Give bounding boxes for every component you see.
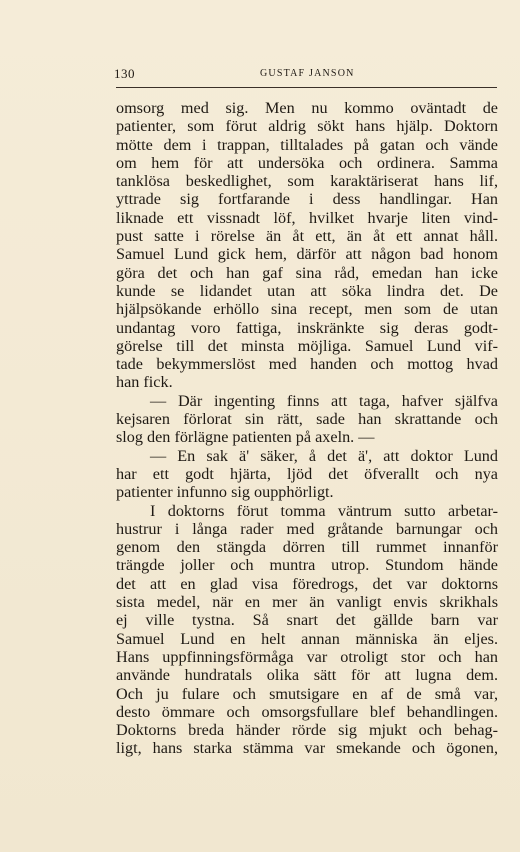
text-line: sista medel, när en mer än vanligt envis skrikhals xyxy=(116,593,498,612)
text-line: använde hundratals olika sätt för att lugna dem. xyxy=(116,666,498,685)
text-line: — En sak ä' säker, å det ä', att doktor Lund xyxy=(150,446,498,465)
text-line: Samuel Lund en helt annan människa än eljes. xyxy=(116,629,498,648)
text-line: tanklösa beskedlighet, som karaktäriserat hans lif, xyxy=(116,172,498,191)
header-rule xyxy=(116,87,497,88)
text-line: Samuel Lund gick hem, därför att någon bad honom xyxy=(116,245,498,264)
running-head: GUSTAF JANSON xyxy=(260,68,355,79)
text-line: tade bekymmerslöst med handen och mottog hvad xyxy=(116,355,498,374)
text-line: patienter, som förut aldrig sökt hans hjälp. Doktorn xyxy=(116,117,498,136)
text-line: det att en glad visa föredrogs, det var doktorns xyxy=(116,574,498,593)
text-line: hjälpsökande erhöllo sina recept, men som de utan xyxy=(116,300,498,319)
text-line: görelse till det minsta möjliga. Samuel Lund vif- xyxy=(116,336,498,355)
text-line: hustrur i långa rader med gråtande barnungar och xyxy=(116,519,498,538)
page-header xyxy=(114,64,499,86)
text-line: — Där ingenting finns att taga, hafver själfva xyxy=(150,391,498,410)
text-line: yttrade sig fortfarande i dess handlingar. Han xyxy=(116,190,498,209)
text-line: pust satte i rörelse än åt ett, än åt ett annat håll. xyxy=(116,227,498,246)
text-line: Hans uppfinningsförmåga var otroligt stor och han xyxy=(116,647,498,666)
text-line: patienter infunno sig oupphörligt. xyxy=(116,483,334,502)
text-line: Doktorns breda händer rörde sig mjukt och behag- xyxy=(116,721,498,740)
text-line: ej ville tystna. Så snart det gällde barn var xyxy=(116,611,498,630)
text-line: undantag voro fattiga, inskränkte sig deras godt- xyxy=(116,318,498,337)
text-line: mötte dem i trappan, tilltalades på gatan och vände xyxy=(116,135,498,154)
text-line: desto ömmare och omsorgsfullare blef behandlingen. xyxy=(116,702,498,721)
page-number: 130 xyxy=(114,66,135,81)
text-line: liknade ett vissnadt löf, hvilket hvarje liten vind- xyxy=(116,208,498,227)
text-line: ligt, hans starka stämma var smekande och ögonen, xyxy=(116,739,498,758)
text-line: om hem för att undersöka och ordinera. Samma xyxy=(116,153,498,172)
text-line: kejsaren förlorat sin rätt, sade han skrattande och xyxy=(116,410,498,429)
text-line: kunde se lidandet utan att söka lindra det. De xyxy=(116,281,498,300)
text-line: I doktorns förut tomma väntrum sutto arbetar- xyxy=(150,501,498,520)
text-line: Och ju fulare och smutsigare en af de små var, xyxy=(116,684,498,703)
body-text xyxy=(116,99,498,758)
text-line: göra det och han gaf sina råd, emedan han icke xyxy=(116,263,498,282)
text-line: har ett godt hjärta, ljöd det öfverallt och nya xyxy=(116,464,498,483)
text-line: genom den stängda dörren till rummet innanför xyxy=(116,538,498,557)
text-line: slog den förlägne patienten på axeln. — xyxy=(116,428,375,447)
text-line: trängde joller och muntra utrop. Stundom hände xyxy=(116,556,498,575)
text-line: omsorg med sig. Men nu kommo oväntadt de xyxy=(116,99,498,117)
text-line: han fick. xyxy=(116,373,173,392)
